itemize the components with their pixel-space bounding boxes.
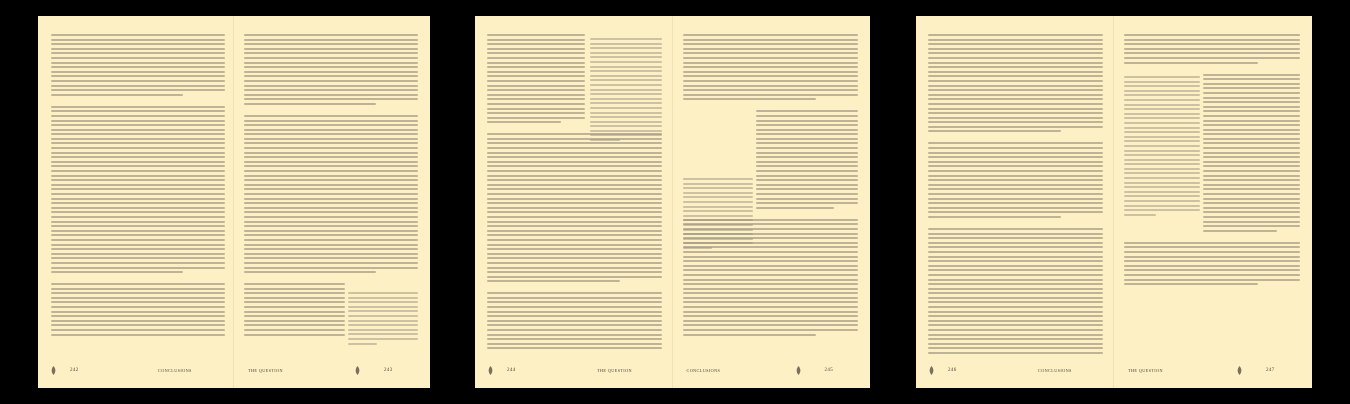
page-footer xyxy=(38,366,233,378)
paragraph-block xyxy=(1203,74,1300,232)
text-column xyxy=(51,34,225,354)
page-footer xyxy=(673,366,871,378)
page-footer xyxy=(475,366,672,378)
page-right xyxy=(234,16,430,388)
page-number: 243 xyxy=(384,368,393,373)
page-spread-1 xyxy=(38,16,430,388)
fleuron-icon xyxy=(50,366,57,375)
paragraph-block xyxy=(1124,242,1300,285)
pull-quote xyxy=(683,178,753,262)
fleuron-icon xyxy=(928,366,935,375)
page-left xyxy=(475,16,673,388)
paragraph-block xyxy=(928,34,1103,132)
running-head: THE QUESTION xyxy=(248,368,283,373)
paragraph-block xyxy=(244,283,345,336)
page-spread-2 xyxy=(475,16,870,388)
fleuron-icon xyxy=(795,366,802,375)
page-number: 244 xyxy=(507,368,516,373)
paragraph-block xyxy=(928,142,1103,218)
page-right xyxy=(673,16,871,388)
page-number: 245 xyxy=(824,368,834,373)
paragraph-block xyxy=(1124,34,1300,64)
pull-quote xyxy=(1124,76,1200,242)
running-head: THE QUESTION xyxy=(1128,368,1163,373)
pull-quote xyxy=(590,38,662,158)
fleuron-icon xyxy=(487,366,494,375)
running-head: THE QUESTION xyxy=(597,368,632,373)
text-column xyxy=(928,34,1103,354)
paragraph-block xyxy=(51,106,225,273)
fleuron-icon xyxy=(1236,366,1243,375)
page-footer xyxy=(1114,366,1312,378)
page-number: 246 xyxy=(948,368,957,373)
fleuron-icon xyxy=(354,366,361,375)
page-left xyxy=(916,16,1114,388)
page-footer xyxy=(234,366,430,378)
running-head: CONCLUSIONS xyxy=(158,368,192,373)
paragraph-block xyxy=(244,115,418,273)
paragraph-block xyxy=(756,110,858,208)
paragraph-block xyxy=(487,292,662,349)
page-right xyxy=(1114,16,1312,388)
paragraph-block xyxy=(51,34,225,96)
page-number: 247 xyxy=(1266,368,1275,373)
paragraph-block xyxy=(244,34,418,105)
paragraph-block xyxy=(487,34,585,123)
page-footer xyxy=(916,366,1113,378)
page-number: 242 xyxy=(70,368,79,373)
running-head: CONCLUSIONS xyxy=(1038,368,1072,373)
page-left xyxy=(38,16,234,388)
paragraph-block xyxy=(928,228,1103,354)
running-head: CONCLUSIONS xyxy=(686,368,721,373)
pull-quote xyxy=(348,292,418,350)
paragraph-block xyxy=(683,34,859,100)
page-spread-3 xyxy=(916,16,1312,388)
paragraph-block xyxy=(51,283,225,336)
